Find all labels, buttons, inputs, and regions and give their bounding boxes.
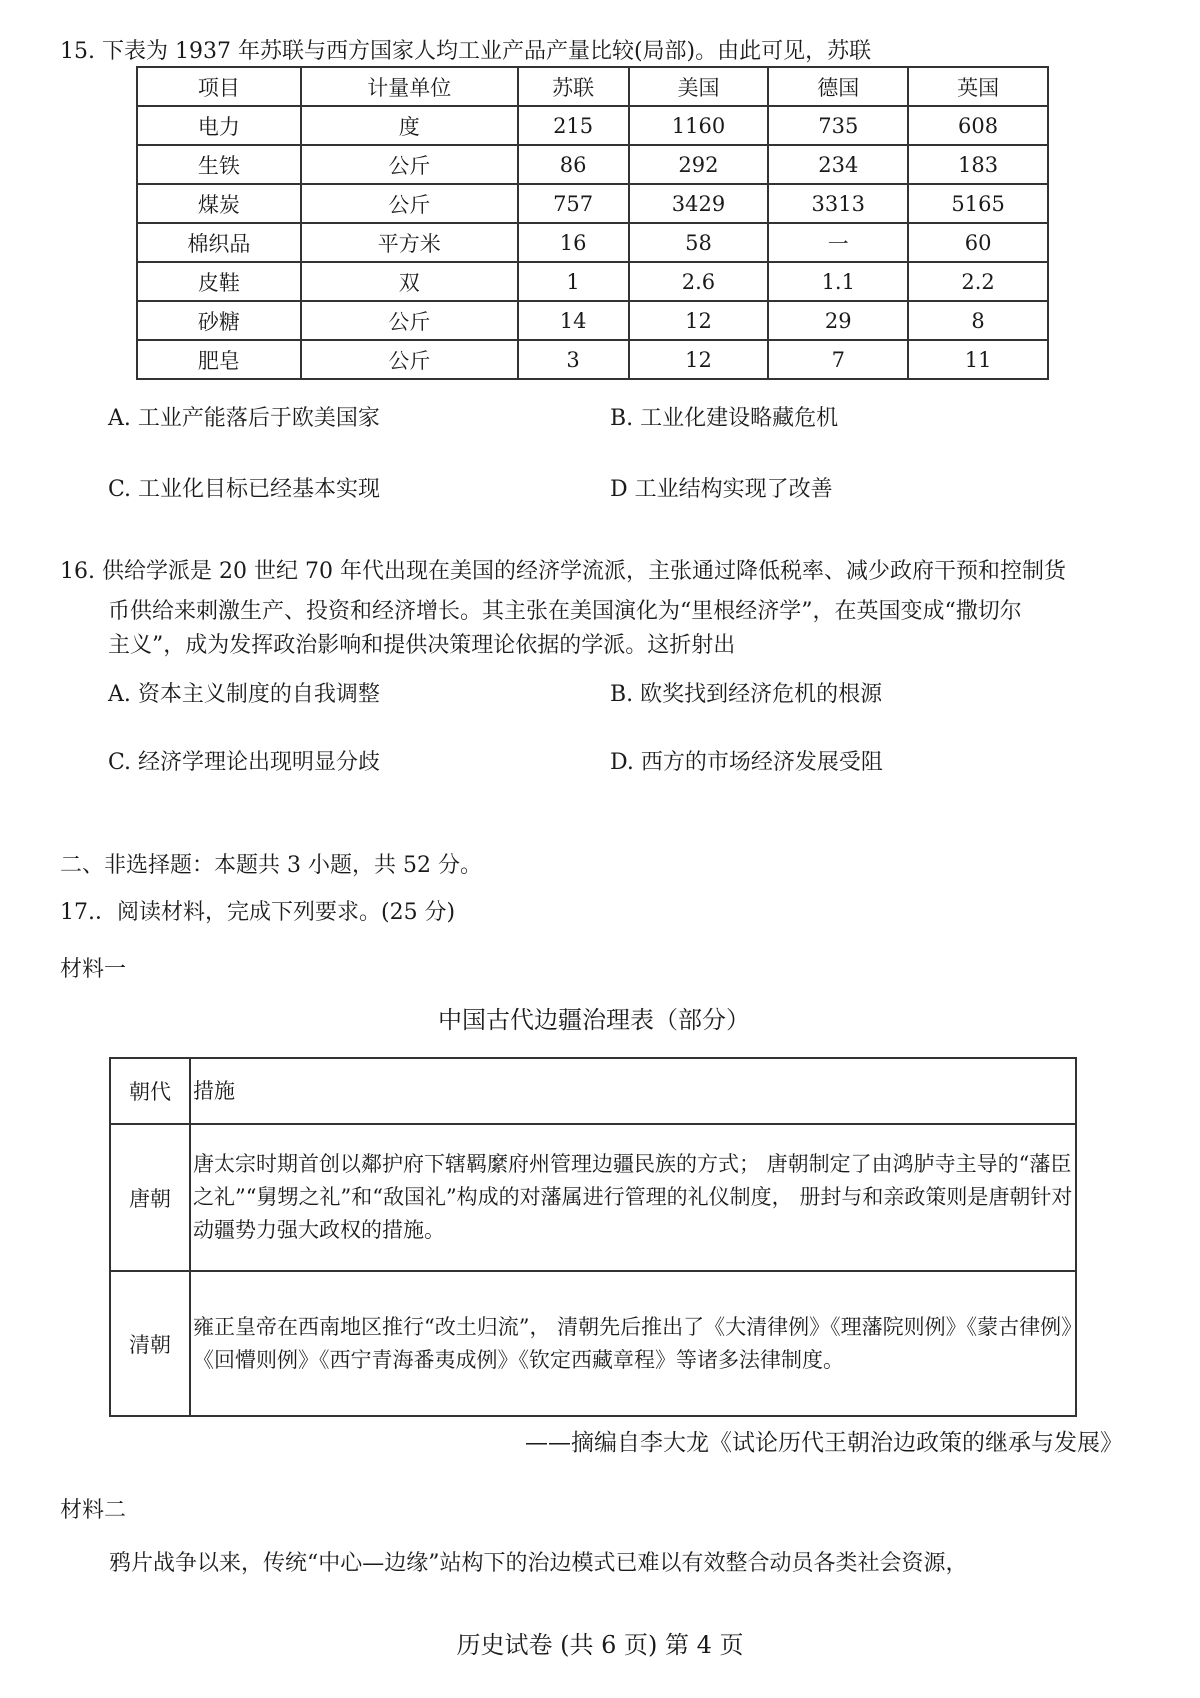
q16-option-b: B. 欧奖找到经济危机的根源	[610, 682, 883, 707]
column-header: 计量单位	[301, 67, 518, 106]
q15-option-a: A. 工业产能落后于欧美国家	[108, 406, 380, 431]
table-cell: 12	[629, 340, 769, 379]
table-cell: 183	[908, 145, 1048, 184]
table-cell: 1	[518, 262, 629, 301]
source-citation: ——摘编自李大龙《试论历代王朝治边政策的继承与发展》	[525, 1430, 1123, 1456]
table-cell: 3	[518, 340, 629, 379]
table-cell: 757	[518, 184, 629, 223]
table-row	[110, 1271, 1076, 1416]
q16-line-1: 16. 供给学派是 20 世纪 70 年代出现在美国的经济学流派，主张通过降低税率、减少政府干预和控制货	[60, 559, 1066, 584]
table-cell: 棉织品	[137, 223, 301, 262]
q16-line-2: 币供给来刺激生产、投资和经济增长。其主张在美国演化为“里根经济学”，在英国变成“撒切尔	[108, 599, 1022, 624]
table-cell: 公斤	[301, 184, 518, 223]
frontier-table	[109, 1057, 1077, 1417]
table-row	[137, 145, 1048, 184]
table-row	[137, 301, 1048, 340]
q15-stem: 15. 下表为 1937 年苏联与西方国家人均工业产品产量比较(局部)。由此可见，苏联	[60, 39, 872, 64]
column-header: 项目	[137, 67, 301, 106]
table-cell: 1160	[629, 106, 769, 145]
header-dynasty: 朝代	[110, 1058, 190, 1124]
table-cell: 14	[518, 301, 629, 340]
table-cell: 3313	[768, 184, 908, 223]
table-cell: 公斤	[301, 301, 518, 340]
table-cell: 皮鞋	[137, 262, 301, 301]
table-cell: 公斤	[301, 145, 518, 184]
table-cell: 12	[629, 301, 769, 340]
table-cell: 60	[908, 223, 1048, 262]
table-cell: 11	[908, 340, 1048, 379]
table-cell: 肥皂	[137, 340, 301, 379]
table-row	[137, 223, 1048, 262]
material-2-label: 材料二	[60, 1498, 127, 1523]
q15-option-c: C. 工业化目标已经基本实现	[108, 477, 381, 502]
table-cell: 16	[518, 223, 629, 262]
dynasty-cell: 唐朝	[110, 1124, 190, 1271]
q15-option-b: B. 工业化建设略藏危机	[610, 406, 839, 431]
material-2-text: 鸦片战争以来，传统“中心—边缘”站构下的治边模式已难以有效整合动员各类社会资源，	[109, 1551, 968, 1576]
column-header: 德国	[768, 67, 908, 106]
table-header-row	[110, 1058, 1076, 1124]
column-header: 美国	[629, 67, 769, 106]
material-1-label: 材料一	[60, 957, 127, 982]
table-cell: 2.2	[908, 262, 1048, 301]
dynasty-cell: 清朝	[110, 1271, 190, 1416]
page-footer: 历史试卷 (共 6 页) 第 4 页	[456, 1631, 744, 1659]
table-cell: 平方米	[301, 223, 518, 262]
q16-option-c: C. 经济学理论出现明显分歧	[108, 750, 381, 775]
section-heading: 二、非选择题：本题共 3 小题，共 52 分。	[60, 853, 482, 878]
table-cell: 735	[768, 106, 908, 145]
table-row	[137, 340, 1048, 379]
table-cell: 29	[768, 301, 908, 340]
table-row	[110, 1124, 1076, 1271]
table-cell: 电力	[137, 106, 301, 145]
table-cell: 煤炭	[137, 184, 301, 223]
table-cell: 86	[518, 145, 629, 184]
table-row	[137, 184, 1048, 223]
table-cell: 一	[768, 223, 908, 262]
table-cell: 7	[768, 340, 908, 379]
table-cell: 8	[908, 301, 1048, 340]
table-cell: 292	[629, 145, 769, 184]
table-row	[137, 106, 1048, 145]
column-header: 英国	[908, 67, 1048, 106]
table-cell: 度	[301, 106, 518, 145]
table-cell: 3429	[629, 184, 769, 223]
table-header-row	[137, 67, 1048, 106]
table-cell: 234	[768, 145, 908, 184]
table-cell: 2.6	[629, 262, 769, 301]
table-cell: 215	[518, 106, 629, 145]
measures-cell: 唐太宗时期首创以鄰护府下辖羁縻府州管理边疆民族的方式； 唐朝制定了由鸿胪寺主导的“藩臣之礼”“舅甥之礼”和“敌国礼”构成的对藩属进行管理的礼仪制度， 册封与和亲政策则是唐朝针对动疆势力强大政权的措施。	[190, 1124, 1076, 1271]
header-measures: 措施	[190, 1058, 1076, 1124]
table-cell: 双	[301, 262, 518, 301]
q15-option-d: D 工业结构实现了改善	[610, 477, 833, 502]
q16-option-d: D. 西方的市场经济发展受阻	[610, 750, 883, 775]
table-cell: 58	[629, 223, 769, 262]
table-title: 中国古代边疆治理表（部分）	[438, 1006, 750, 1034]
table-cell: 1.1	[768, 262, 908, 301]
table-cell: 砂糖	[137, 301, 301, 340]
table-cell: 公斤	[301, 340, 518, 379]
column-header: 苏联	[518, 67, 629, 106]
table-cell: 608	[908, 106, 1048, 145]
q16-option-a: A. 资本主义制度的自我调整	[108, 682, 380, 707]
table-row	[137, 262, 1048, 301]
table-cell: 生铁	[137, 145, 301, 184]
q16-line-3: 主义”，成为发挥政治影响和提供决策理论依据的学派。这折射出	[108, 633, 736, 658]
table-cell: 5165	[908, 184, 1048, 223]
measures-cell: 雍正皇帝在西南地区推行“改土归流”， 清朝先后推出了《大清律例》《理藩院则例》《蒙古律例》《回懵则例》《西宁青海番夷成例》《钦定西藏章程》等诸多法律制度。	[190, 1271, 1076, 1416]
q15-table	[136, 66, 1049, 380]
q17-stem: 17.．阅读材料，完成下列要求。(25 分)	[60, 900, 456, 925]
